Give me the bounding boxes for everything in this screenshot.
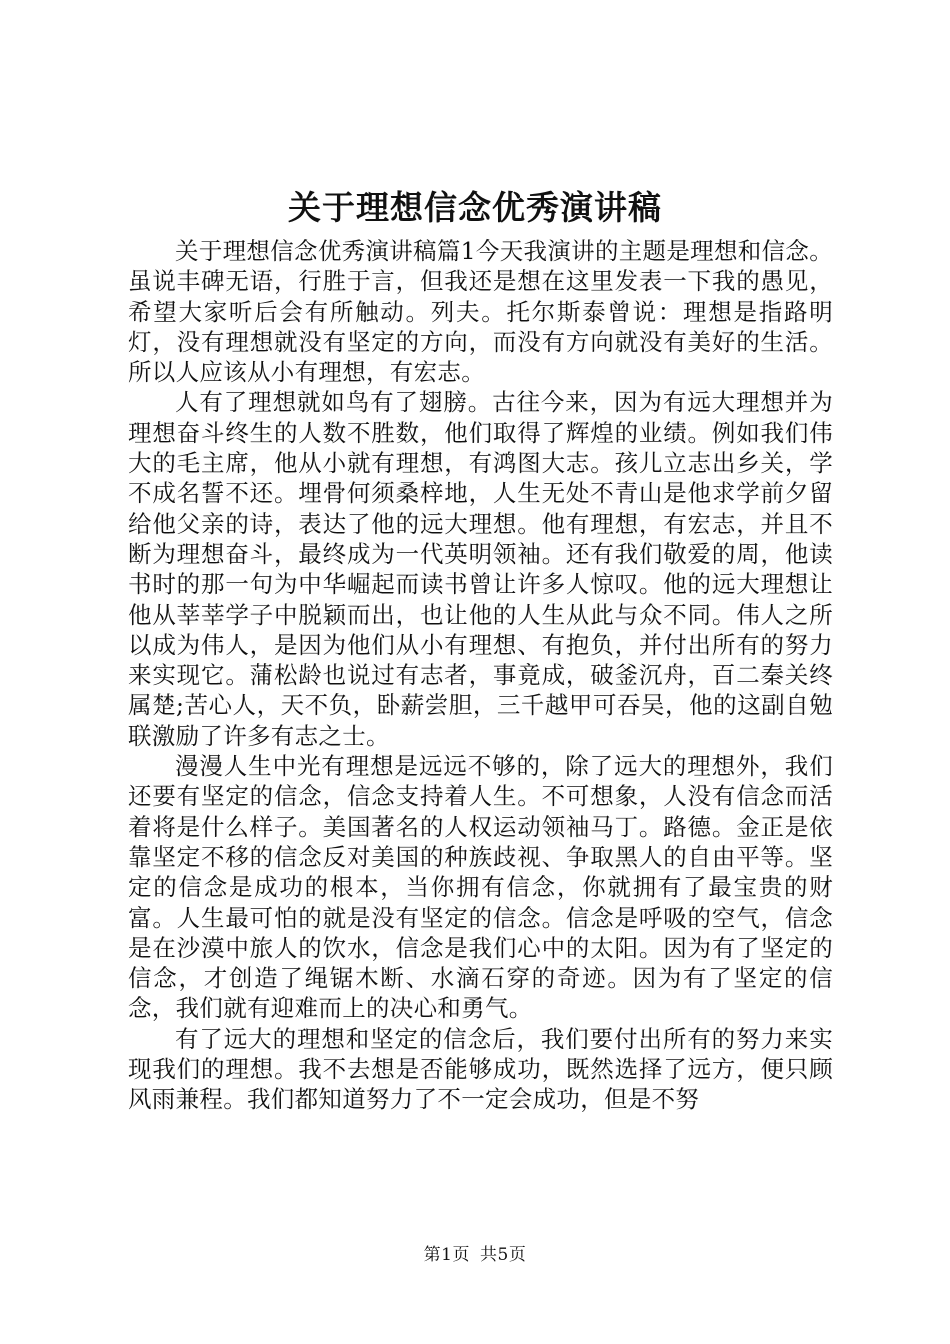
page-number: 第1页: [423, 1245, 470, 1265]
paragraph: 关于理想信念优秀演讲稿篇1今天我演讲的主题是理想和信念。虽说丰碑无语，行胜于言，但我还是想在这里发表一下我的愚见，希望大家听后会有所触动。列夫。托尔斯泰曾说：理想是指路明灯，没有理想就没有坚定的方向，而没有方向就没有美好的生活。所以人应该从小有理想，有宏志。: [128, 237, 833, 387]
page-footer: [0, 1244, 950, 1266]
document-body: [128, 236, 833, 1115]
page-total: 共5页: [480, 1245, 527, 1265]
paragraph: 有了远大的理想和坚定的信念后，我们要付出所有的努力来实现我们的理想。我不去想是否能够成功，既然选择了远方，便只顾风雨兼程。我们都知道努力了不一定会成功，但是不努: [128, 1024, 833, 1114]
document-title: 关于理想信念优秀演讲稿: [288, 188, 662, 227]
paragraph: 漫漫人生中光有理想是远远不够的，除了远大的理想外，我们还要有坚定的信念，信念支持着人生。不可想象，人没有信念而活着将是什么样子。美国著名的人权运动领袖马丁。路德。金正是依靠坚定不移的信念反对美国的种族歧视、争取黑人的自由平等。坚定的信念是成功的根本，当你拥有信念，你就拥有了最宝贵的财富。人生最可怕的就是没有坚定的信念。信念是呼吸的空气，信念是在沙漠中旅人的饮水，信念是我们心中的太阳。因为有了坚定的信念，才创造了绳锯木断、水滴石穿的奇迹。因为有了坚定的信念，我们就有迎难而上的决心和勇气。: [128, 752, 833, 1023]
paragraph: 人有了理想就如鸟有了翅膀。古往今来，因为有远大理想并为理想奋斗终生的人数不胜数，他们取得了辉煌的业绩。例如我们伟大的毛主席，他从小就有理想，有鸿图大志。孩儿立志出乡关，学不成名誓不还。埋骨何须桑梓地，人生无处不青山是他求学前夕留给他父亲的诗，表达了他的远大理想。他有理想，有宏志，并且不断为理想奋斗，最终成为一代英明领袖。还有我们敬爱的周，他读书时的那一句为中华崛起而读书曾让许多人惊叹。他的远大理想让他从莘莘学子中脱颖而出，也让他的人生从此与众不同。伟人之所以成为伟人，是因为他们从小有理想、有抱负，并付出所有的努力来实现它。蒲松龄也说过有志者，事竟成，破釜沉舟，百二秦关终属楚;苦心人，天不负，卧薪尝胆，三千越甲可吞吴，他的这副自勉联激励了许多有志之士。: [128, 388, 833, 750]
